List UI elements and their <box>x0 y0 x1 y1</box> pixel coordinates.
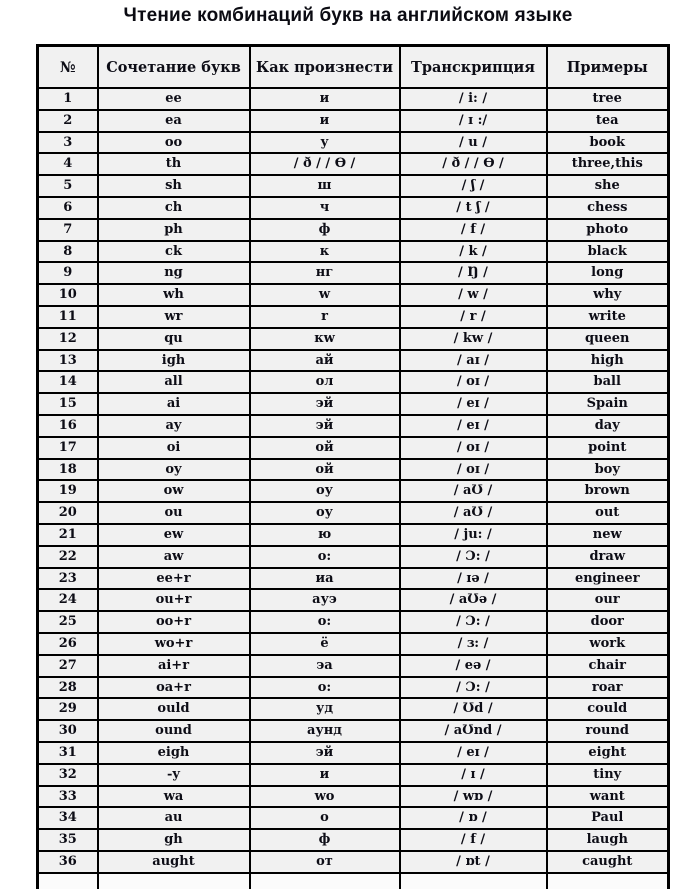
pronunciation-cell: wo <box>250 786 400 808</box>
pronunciation-cell: эй <box>250 393 400 415</box>
example-cell: three,this <box>547 153 669 175</box>
example-cell: she <box>547 175 669 197</box>
pronunciation-cell: и <box>250 764 400 786</box>
example-cell: eight <box>547 742 669 764</box>
table-row <box>38 698 669 720</box>
combination-cell: ew <box>98 524 250 546</box>
table-row <box>38 480 669 502</box>
table-row <box>38 720 669 742</box>
transcription-cell: / Ɔ: / <box>400 611 547 633</box>
row-number-cell: 6 <box>38 197 98 219</box>
letter-combinations-table <box>36 44 670 889</box>
row-number-cell: 32 <box>38 764 98 786</box>
combination-cell: ow <box>98 480 250 502</box>
row-number-cell: 29 <box>38 698 98 720</box>
header-pronunciation: Как произнести <box>250 46 400 89</box>
combination-cell: -y <box>98 764 250 786</box>
transcription-cell: / Ɔ: / <box>400 546 547 568</box>
row-number-cell: 20 <box>38 502 98 524</box>
table-row <box>38 110 669 132</box>
table-row <box>38 262 669 284</box>
row-number-cell: 18 <box>38 459 98 481</box>
transcription-cell: / oɪ / <box>400 371 547 393</box>
table-row <box>38 655 669 677</box>
header-number: № <box>38 46 98 89</box>
header-examples: Примеры <box>547 46 669 89</box>
combination-cell: oa+r <box>98 677 250 699</box>
example-cell: could <box>547 698 669 720</box>
transcription-cell: / aƱ / <box>400 480 547 502</box>
row-number-cell: 34 <box>38 807 98 829</box>
example-cell: laugh <box>547 829 669 851</box>
example-cell: ball <box>547 371 669 393</box>
table-row <box>38 306 669 328</box>
table-row <box>38 437 669 459</box>
example-cell: out <box>547 502 669 524</box>
combination-cell: ou+r <box>98 589 250 611</box>
row-number-cell: 30 <box>38 720 98 742</box>
header-row <box>38 46 669 89</box>
table-row <box>38 633 669 655</box>
transcription-cell: / ɜ: / <box>400 633 547 655</box>
header-transcription: Транскрипция <box>400 46 547 89</box>
example-cell: door <box>547 611 669 633</box>
combination-cell: oy <box>98 459 250 481</box>
example-cell: long <box>547 262 669 284</box>
transcription-cell: / f / <box>400 219 547 241</box>
table-row <box>38 502 669 524</box>
transcription-cell: / Ŋ / <box>400 262 547 284</box>
pronunciation-cell: r <box>250 306 400 328</box>
row-number-cell: 14 <box>38 371 98 393</box>
pronunciation-cell: и <box>250 88 400 110</box>
combination-cell: ound <box>98 720 250 742</box>
example-cell: roar <box>547 677 669 699</box>
table-row <box>38 524 669 546</box>
table-row <box>38 677 669 699</box>
row-number-cell: 3 <box>38 132 98 154</box>
table-row <box>38 88 669 110</box>
pronunciation-cell: ю <box>250 524 400 546</box>
pronunciation-cell: ой <box>250 437 400 459</box>
table-row <box>38 786 669 808</box>
row-number-cell: 19 <box>38 480 98 502</box>
row-number-cell: 7 <box>38 219 98 241</box>
transcription-cell: / u / <box>400 132 547 154</box>
transcription-cell: / ju: / <box>400 524 547 546</box>
combination-cell: oo+r <box>98 611 250 633</box>
example-cell: point <box>547 437 669 459</box>
pronunciation-cell: w <box>250 284 400 306</box>
page-title: Чтение комбинаций букв на английском языке <box>123 5 573 26</box>
combination-cell: aught <box>98 851 250 873</box>
pronunciation-cell: ай <box>250 350 400 372</box>
table-row <box>38 851 669 873</box>
pronunciation-cell: уд <box>250 698 400 720</box>
row-number-cell: 11 <box>38 306 98 328</box>
transcription-cell: / aƱnd / <box>400 720 547 742</box>
example-cell: photo <box>547 219 669 241</box>
pronunciation-cell: ауэ <box>250 589 400 611</box>
table-row <box>38 393 669 415</box>
pronunciation-cell: кw <box>250 328 400 350</box>
transcription-cell: / wɒ / <box>400 786 547 808</box>
row-number-cell: 16 <box>38 415 98 437</box>
table-row <box>38 371 669 393</box>
example-cell: work <box>547 633 669 655</box>
example-cell: new <box>547 524 669 546</box>
table-row <box>38 568 669 590</box>
pronunciation-cell: эа <box>250 655 400 677</box>
row-number-cell: 33 <box>38 786 98 808</box>
pronunciation-cell: аунд <box>250 720 400 742</box>
transcription-cell: / ɪ :/ <box>400 110 547 132</box>
combination-cell: ee+r <box>98 568 250 590</box>
table-row <box>38 350 669 372</box>
combination-cell: oo <box>98 132 250 154</box>
pronunciation-cell: оу <box>250 502 400 524</box>
transcription-cell: / ɪə / <box>400 568 547 590</box>
combination-cell: wr <box>98 306 250 328</box>
example-cell: write <box>547 306 669 328</box>
table-row <box>38 328 669 350</box>
combination-cell: ng <box>98 262 250 284</box>
row-number-cell: 12 <box>38 328 98 350</box>
table-row <box>38 807 669 829</box>
combination-cell: wh <box>98 284 250 306</box>
pronunciation-cell: у <box>250 132 400 154</box>
pronunciation-cell: о: <box>250 677 400 699</box>
empty-cell <box>547 873 669 889</box>
transcription-cell: / oɪ / <box>400 437 547 459</box>
transcription-cell: / ɪ / <box>400 764 547 786</box>
combination-cell: ck <box>98 241 250 263</box>
pronunciation-cell: о: <box>250 546 400 568</box>
header-combination: Сочетание букв <box>98 46 250 89</box>
empty-cell <box>38 873 98 889</box>
example-cell: chair <box>547 655 669 677</box>
partial-row <box>38 873 669 889</box>
row-number-cell: 21 <box>38 524 98 546</box>
table-row <box>38 546 669 568</box>
example-cell: Paul <box>547 807 669 829</box>
combination-cell: igh <box>98 350 250 372</box>
table-header <box>38 46 669 89</box>
transcription-cell: / r / <box>400 306 547 328</box>
example-cell: tiny <box>547 764 669 786</box>
combination-cell: ch <box>98 197 250 219</box>
combination-cell: ou <box>98 502 250 524</box>
pronunciation-cell: эй <box>250 415 400 437</box>
example-cell: caught <box>547 851 669 873</box>
pronunciation-cell: ё <box>250 633 400 655</box>
row-number-cell: 31 <box>38 742 98 764</box>
transcription-cell: / eɪ / <box>400 415 547 437</box>
example-cell: queen <box>547 328 669 350</box>
pronunciation-cell: ф <box>250 219 400 241</box>
transcription-cell: / f / <box>400 829 547 851</box>
combination-cell: eigh <box>98 742 250 764</box>
table-row <box>38 611 669 633</box>
combination-cell: ai <box>98 393 250 415</box>
pronunciation-cell: ш <box>250 175 400 197</box>
combination-cell: gh <box>98 829 250 851</box>
transcription-cell: / t ʃ / <box>400 197 547 219</box>
row-number-cell: 10 <box>38 284 98 306</box>
pronunciation-cell: эй <box>250 742 400 764</box>
transcription-cell: / ʃ / <box>400 175 547 197</box>
pronunciation-cell: от <box>250 851 400 873</box>
pronunciation-cell: оу <box>250 480 400 502</box>
pronunciation-cell: к <box>250 241 400 263</box>
row-number-cell: 35 <box>38 829 98 851</box>
transcription-cell: / oɪ / <box>400 459 547 481</box>
row-number-cell: 2 <box>38 110 98 132</box>
table-row <box>38 132 669 154</box>
empty-cell <box>250 873 400 889</box>
example-cell: tea <box>547 110 669 132</box>
table-row <box>38 742 669 764</box>
transcription-cell: / eɪ / <box>400 742 547 764</box>
pronunciation-cell: ой <box>250 459 400 481</box>
transcription-cell: / ɒ / <box>400 807 547 829</box>
table-row <box>38 459 669 481</box>
row-number-cell: 27 <box>38 655 98 677</box>
combination-cell: wo+r <box>98 633 250 655</box>
table-row <box>38 764 669 786</box>
example-cell: engineer <box>547 568 669 590</box>
row-number-cell: 5 <box>38 175 98 197</box>
combination-cell: ph <box>98 219 250 241</box>
transcription-cell: / kw / <box>400 328 547 350</box>
row-number-cell: 13 <box>38 350 98 372</box>
pronunciation-cell: ол <box>250 371 400 393</box>
row-number-cell: 9 <box>38 262 98 284</box>
table-row <box>38 415 669 437</box>
example-cell: boy <box>547 459 669 481</box>
table-body <box>38 88 669 889</box>
transcription-cell: / Ʊd / <box>400 698 547 720</box>
transcription-cell: / ð / / Ѳ / <box>400 153 547 175</box>
transcription-cell: / aƱə / <box>400 589 547 611</box>
example-cell: brown <box>547 480 669 502</box>
transcription-cell: / Ɔ: / <box>400 677 547 699</box>
empty-cell <box>400 873 547 889</box>
transcription-cell: / k / <box>400 241 547 263</box>
example-cell: book <box>547 132 669 154</box>
pronunciation-cell: нг <box>250 262 400 284</box>
pronunciation-cell: о: <box>250 611 400 633</box>
combination-cell: au <box>98 807 250 829</box>
combination-cell: th <box>98 153 250 175</box>
row-number-cell: 15 <box>38 393 98 415</box>
row-number-cell: 22 <box>38 546 98 568</box>
example-cell: chess <box>547 197 669 219</box>
example-cell: tree <box>547 88 669 110</box>
row-number-cell: 1 <box>38 88 98 110</box>
row-number-cell: 4 <box>38 153 98 175</box>
row-number-cell: 26 <box>38 633 98 655</box>
table-row <box>38 241 669 263</box>
combination-cell: ould <box>98 698 250 720</box>
row-number-cell: 28 <box>38 677 98 699</box>
transcription-cell: / w / <box>400 284 547 306</box>
row-number-cell: 23 <box>38 568 98 590</box>
example-cell: black <box>547 241 669 263</box>
table-row <box>38 829 669 851</box>
table-row <box>38 284 669 306</box>
example-cell: want <box>547 786 669 808</box>
transcription-cell: / eə / <box>400 655 547 677</box>
combination-cell: qu <box>98 328 250 350</box>
table-row <box>38 589 669 611</box>
combination-cell: ee <box>98 88 250 110</box>
pronunciation-cell: и <box>250 110 400 132</box>
combination-cell: oi <box>98 437 250 459</box>
transcription-cell: / ɒt / <box>400 851 547 873</box>
transcription-cell: / i: / <box>400 88 547 110</box>
example-cell: day <box>547 415 669 437</box>
row-number-cell: 36 <box>38 851 98 873</box>
combination-cell: all <box>98 371 250 393</box>
pronunciation-cell: / ð / / Ѳ / <box>250 153 400 175</box>
table-row <box>38 219 669 241</box>
table-row <box>38 197 669 219</box>
transcription-cell: / eɪ / <box>400 393 547 415</box>
combination-cell: sh <box>98 175 250 197</box>
combination-cell: aw <box>98 546 250 568</box>
transcription-cell: / aɪ / <box>400 350 547 372</box>
combination-cell: ay <box>98 415 250 437</box>
example-cell: round <box>547 720 669 742</box>
combination-cell: wa <box>98 786 250 808</box>
row-number-cell: 24 <box>38 589 98 611</box>
example-cell: draw <box>547 546 669 568</box>
empty-cell <box>98 873 250 889</box>
row-number-cell: 17 <box>38 437 98 459</box>
row-number-cell: 25 <box>38 611 98 633</box>
example-cell: our <box>547 589 669 611</box>
example-cell: high <box>547 350 669 372</box>
table-row <box>38 153 669 175</box>
example-cell: Spain <box>547 393 669 415</box>
pronunciation-cell: о <box>250 807 400 829</box>
pronunciation-cell: иа <box>250 568 400 590</box>
combination-cell: ea <box>98 110 250 132</box>
pronunciation-cell: ч <box>250 197 400 219</box>
pronunciation-cell: ф <box>250 829 400 851</box>
table-row <box>38 175 669 197</box>
row-number-cell: 8 <box>38 241 98 263</box>
example-cell: why <box>547 284 669 306</box>
combination-cell: ai+r <box>98 655 250 677</box>
transcription-cell: / aƱ / <box>400 502 547 524</box>
